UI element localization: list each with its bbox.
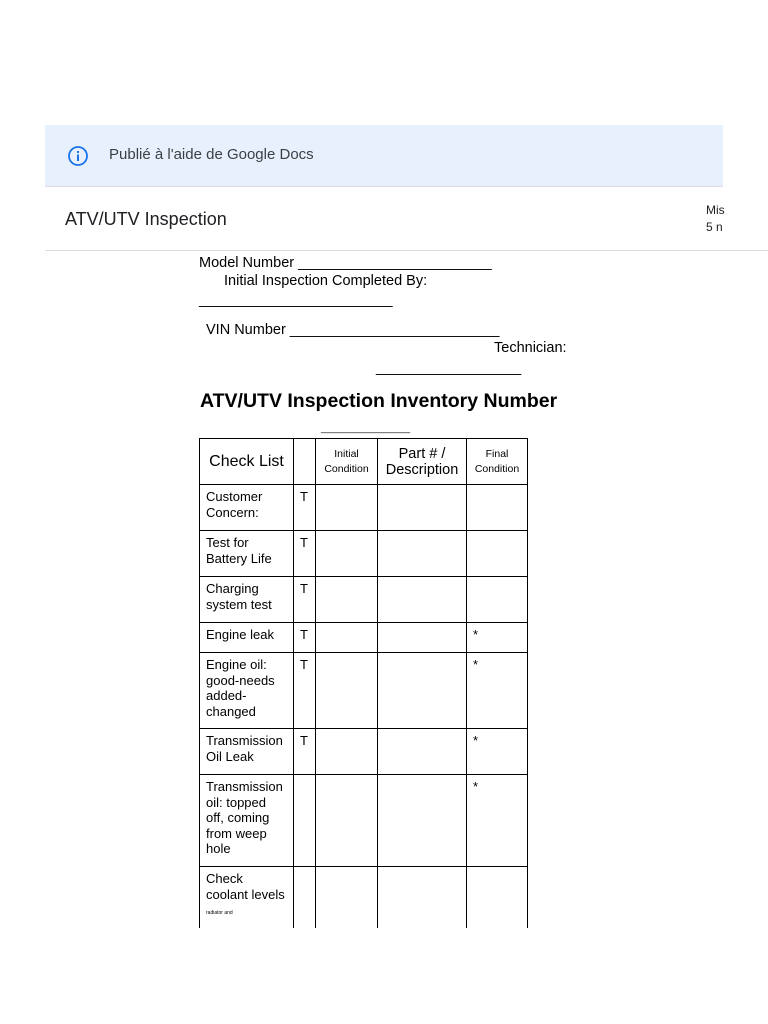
row-type: T: [294, 623, 316, 653]
header-meta: [706, 202, 768, 236]
row-initial: [316, 653, 378, 729]
row-type: T: [294, 653, 316, 729]
row-part: [378, 653, 467, 729]
table-row: [200, 623, 528, 653]
table-row: [200, 577, 528, 623]
row-initial: [316, 623, 378, 653]
checklist-table: [199, 438, 528, 928]
row-part: [378, 867, 467, 929]
row-final: *: [467, 729, 528, 775]
row-type: T: [294, 485, 316, 531]
row-initial: [316, 577, 378, 623]
inventory-number-blank: __________: [321, 418, 410, 435]
row-part: [378, 775, 467, 867]
row-item-text: Check coolant levels: [206, 871, 285, 902]
row-type: T: [294, 729, 316, 775]
published-banner: [45, 125, 723, 187]
row-item-note: radiator and: [206, 910, 233, 916]
row-initial: [316, 729, 378, 775]
table-row: [200, 653, 528, 729]
header-part-description: Part # / Description: [378, 439, 467, 485]
document-title: ATV/UTV Inspection: [65, 209, 227, 229]
table-header-row: [200, 439, 528, 485]
row-item: [200, 867, 294, 929]
row-part: [378, 531, 467, 577]
header-final-condition: Final Condition: [467, 439, 528, 485]
row-final: *: [467, 775, 528, 867]
row-initial: [316, 485, 378, 531]
row-initial: [316, 867, 378, 929]
row-type: [294, 867, 316, 929]
initial-inspection-blank: ________________________: [199, 292, 393, 308]
row-item: Engine leak: [200, 623, 294, 653]
table-row: [200, 531, 528, 577]
row-final: *: [467, 653, 528, 729]
row-item: Charging system test: [200, 577, 294, 623]
technician-label: Technician:: [494, 340, 567, 356]
document-header: [45, 188, 768, 251]
model-number-line: Model Number ________________________: [199, 255, 492, 271]
row-part: [378, 729, 467, 775]
vin-number-line: VIN Number __________________________: [206, 322, 500, 338]
row-type: T: [294, 531, 316, 577]
row-part: [378, 623, 467, 653]
header-check-list: Check List: [200, 439, 294, 485]
row-final: [467, 485, 528, 531]
table-row: [200, 775, 528, 867]
table-row: [200, 485, 528, 531]
header-type: [294, 439, 316, 485]
row-initial: [316, 775, 378, 867]
row-item: Transmission Oil Leak: [200, 729, 294, 775]
row-final: [467, 867, 528, 929]
banner-text: Publié à l'aide de Google Docs: [109, 146, 314, 163]
document-body: [0, 252, 768, 928]
row-final: [467, 577, 528, 623]
table-row: [200, 729, 528, 775]
technician-blank: __________________: [376, 360, 522, 376]
inspection-heading: ATV/UTV Inspection Inventory Number: [200, 390, 558, 412]
row-type: [294, 775, 316, 867]
row-type: T: [294, 577, 316, 623]
row-part: [378, 485, 467, 531]
row-part: [378, 577, 467, 623]
row-item: Test for Battery Life: [200, 531, 294, 577]
row-final: [467, 531, 528, 577]
table-row: [200, 867, 528, 929]
header-initial-condition: Initial Condition: [316, 439, 378, 485]
header-meta-line2: 5 n: [706, 220, 723, 234]
initial-inspection-line: Initial Inspection Completed By:: [224, 273, 428, 289]
row-item: Customer Concern:: [200, 485, 294, 531]
info-icon: [67, 145, 89, 167]
row-final: *: [467, 623, 528, 653]
header-meta-line1: Mis: [706, 203, 725, 217]
row-initial: [316, 531, 378, 577]
row-item: Transmission oil: topped off, coming from weep hole: [200, 775, 294, 867]
row-item: Engine oil: good-needs added-changed: [200, 653, 294, 729]
